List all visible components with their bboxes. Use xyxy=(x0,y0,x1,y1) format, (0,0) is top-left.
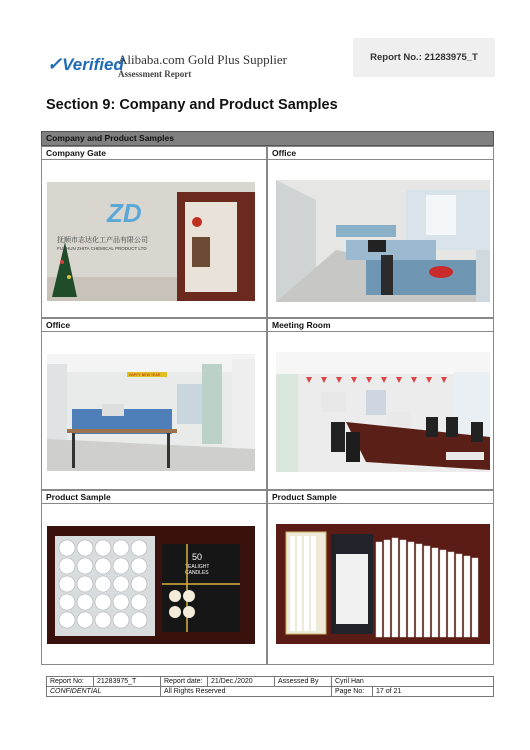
cell-label: Office xyxy=(42,319,266,332)
footer-page-no-value: 17 of 21 xyxy=(373,687,494,697)
sign-english: FUSHUN ZHITA CHEMICAL PRODUCT LTD xyxy=(57,246,147,251)
sign-chinese: 抚顺市志达化工产品有限公司 xyxy=(57,236,148,244)
svg-text:ZD: ZD xyxy=(107,198,142,228)
verified-logo xyxy=(47,54,124,75)
meeting-room-photo xyxy=(276,352,490,472)
cell-company-gate xyxy=(41,146,267,318)
cell-label: Product Sample xyxy=(268,491,493,504)
cell-label: Meeting Room xyxy=(268,319,493,332)
box-line-1: TEALIGHT xyxy=(185,564,210,570)
office-photo-2 xyxy=(47,354,255,471)
tealight-tray-photo xyxy=(47,526,255,644)
supplier-title: Alibaba.com Gold Plus Supplier xyxy=(118,52,287,67)
table-header: Company and Product Samples xyxy=(41,131,494,146)
footer-rights: All Rights Reserved xyxy=(161,687,332,697)
cell-product-sample-2 xyxy=(267,490,494,665)
report-number-box xyxy=(353,38,495,77)
footer-report-no-value: 21283975_T xyxy=(94,677,161,687)
cell-meeting-room xyxy=(267,318,494,490)
cell-label: Office xyxy=(268,147,493,160)
cell-office-2 xyxy=(41,318,267,490)
company-gate-photo xyxy=(47,182,255,301)
box-line-2: CANDLES xyxy=(185,570,209,576)
office-photo-1 xyxy=(276,180,490,302)
footer-report-date-label: Report date: xyxy=(161,677,208,687)
cell-label: Company Gate xyxy=(42,147,266,160)
report-number: Report No.: 21283975_T xyxy=(370,52,478,63)
stick-candles-photo xyxy=(276,524,490,644)
section-title: Section 9: Company and Product Samples xyxy=(46,97,338,113)
cell-product-sample-1 xyxy=(41,490,267,665)
footer-confidential: CONFIDENTIAL xyxy=(47,687,161,697)
footer-assessed-by-value: Cyril Han xyxy=(332,677,494,687)
verified-check-icon: ✓ xyxy=(47,54,63,74)
box-number: 50 xyxy=(192,552,203,562)
footer-assessed-by-label: Assessed By xyxy=(275,677,332,687)
cell-label: Product Sample xyxy=(42,491,266,504)
footer-page-no-label: Page No: xyxy=(332,687,373,697)
footer-report-no-label: Report No: xyxy=(47,677,94,687)
report-footer xyxy=(46,676,494,697)
footer-report-date-value: 21/Dec./2020 xyxy=(208,677,275,687)
report-subtitle: Assessment Report xyxy=(118,69,192,79)
logo-text: Verified xyxy=(62,55,124,74)
cell-office-1 xyxy=(267,146,494,318)
banner-text: HAPPY NEW YEAR xyxy=(129,373,161,377)
